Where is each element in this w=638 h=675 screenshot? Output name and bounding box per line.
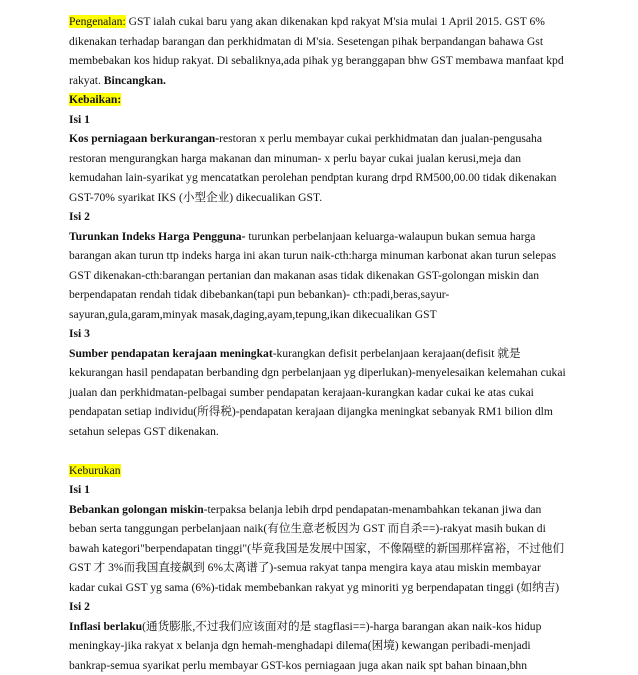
keburukan-isi2-text: (通货膨胀,不过我们应该面对的是 stagflasi==)-harga barangan akan naik-kos hidup meningkay-jika rakyat x belanja dgn hemah-menghadapi dilema(困境) kewangan peribadi-menjadi bankrap-semua syarikat perlu membayar GST-kos perniagaan juga akan naik spt bahan binaan,bhn xyxy=(69,620,541,672)
kebaikan-isi1-label: Isi 1 xyxy=(69,110,569,130)
keburukan-isi2-paragraph xyxy=(69,617,569,675)
kebaikan-heading-line xyxy=(69,90,569,110)
kebaikan-isi2-label: Isi 2 xyxy=(69,207,569,227)
keburukan-isi1-label: Isi 1 xyxy=(69,480,569,500)
kebaikan-isi1-title: Kos perniagaan berkurangan- xyxy=(69,132,219,145)
kebaikan-isi3-text: -kurangkan defisit perbelanjaan kerajaan(defisit 就是 kekurangan hasil pendapatan berbanding dgn perbelanjaan yg diperlukan)-menyelesaikan kelemahan cukai jualan dan perkhidmatan-pelbagai sumber pendapatan kerajaan-kurangkan kadar cukai ke atas cukai pendapatan setiap individu(所得税)-pendapatan kerajaan dijangka meningkat sebanyak RM1 bilion dlm setahun selepas GST dikenakan. xyxy=(69,347,566,438)
kebaikan-isi3-label: Isi 3 xyxy=(69,324,569,344)
kebaikan-isi2-title: Turunkan Indeks Harga Pengguna- xyxy=(69,230,245,243)
keburukan-isi1-paragraph xyxy=(69,500,569,598)
kebaikan-isi1-text: restoran x perlu membayar cukai perkhidmatan dan jualan-pengusaha restoran mengurangkan harga makanan dan minuman- x perlu bayar cukai jualan kerusi,meja dan kemudahan lain-syarikat yg mencatatkan perolehan pendptan kurang drpd RM500,00.00 tidak dikenakan GST-70% syarikat IKS (小型企业) dikecualikan GST. xyxy=(69,132,556,204)
kebaikan-isi1-paragraph xyxy=(69,129,569,207)
keburukan-isi2-label: Isi 2 xyxy=(69,597,569,617)
keburukan-isi1-title: Bebankan golongan miskin xyxy=(69,503,204,516)
kebaikan-isi2-text: turunkan perbelanjaan keluarga-walaupun bukan semua harga barangan akan turun ttp indeks harga ini akan turun naik-cth:harga minuman karbonat akan turun selepas GST dikenakan-cth:barangan pertanian dan makanan asas tidak dikenakan GST-golongan miskin dan berpendapatan rendah tidak dibebankan(tapi pun bebankan)- cth:padi,beras,sayur-sayuran,gula,garam,minyak masak,daging,ayam,tepung,ikan dikecualikan GST xyxy=(69,230,556,321)
kebaikan-isi3-title: Sumber pendapatan kerajaan meningkat xyxy=(69,347,273,360)
kebaikan-isi2-paragraph xyxy=(69,227,569,325)
document-page xyxy=(69,12,569,675)
intro-label: Pengenalan: xyxy=(69,15,126,28)
kebaikan-isi3-paragraph xyxy=(69,344,569,442)
kebaikan-heading: Kebaikan: xyxy=(69,93,121,106)
keburukan-heading-line xyxy=(69,461,569,481)
keburukan-isi1-text: -terpaksa belanja lebih drpd pendapatan-menambahkan tekanan jiwa dan beban serta tanggungan perbelanjaan naik(有位生意老板因为 GST 而自杀==)-rakyat masih bukan di bawah kategori"berpendapatan tinggi"(毕竟我国是发展中国家，不像隔壁的新国那样富裕，不过他们 GST 才 3%而我国直接飙到 6%太离谱了)-semua rakyat tanpa mengira kaya atau miskin membayar kadar cukai GST yg sama (6%)-tidak membebankan rakyat yg minoriti yg berpendapatan tinggi (如纳吉) xyxy=(69,503,564,594)
keburukan-isi2-title: Inflasi berlaku xyxy=(69,620,142,633)
section-spacer xyxy=(69,441,569,461)
keburukan-heading: Keburukan xyxy=(69,464,121,477)
intro-text: GST ialah cukai baru yang akan dikenakan kpd rakyat M'sia mulai 1 April 2015. GST 6% dikenakan terhadap barangan dan perkhidmatan di M'sia. Sesetengan pihak berpandangan bahawa Gst membebakan kos hidup rakyat. Di sebaliknya,ada pihak yg beranggapan bhw GST membawa manfaat kpd rakyat. xyxy=(69,15,564,87)
intro-prompt: Bincangkan. xyxy=(104,74,166,87)
intro-paragraph xyxy=(69,12,569,90)
